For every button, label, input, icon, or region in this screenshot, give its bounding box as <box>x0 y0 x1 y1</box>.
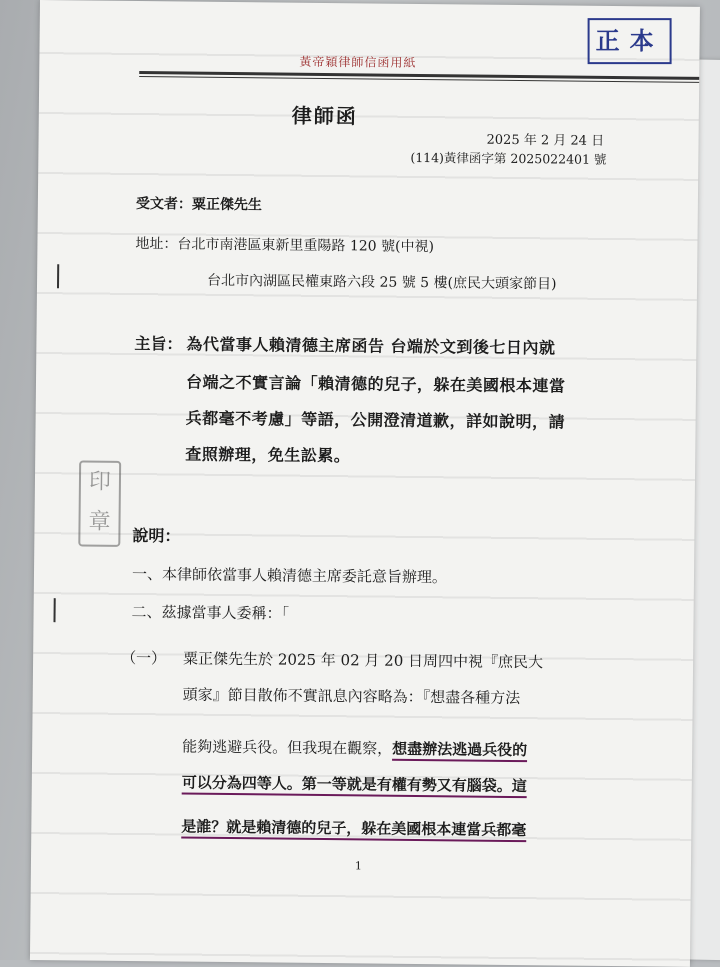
explanation-item-1: 一、本律師依當事人賴清德主席委託意旨辦理。 <box>131 564 448 587</box>
sub-item-number: （一） <box>121 648 167 668</box>
letterhead: 黃帝穎律師信函用紙 <box>299 54 417 70</box>
letter-page <box>30 0 700 967</box>
reference-number: (114)黃律函字第 2025022401 號 <box>410 149 607 167</box>
original-copy-stamp: 正本 <box>588 18 672 64</box>
subject-line: 為代當事人賴清德主席函告 台端於文到後七日內就 <box>186 334 556 358</box>
underlined-text: 可以分為四等人。第一等就是有權有勢又有腦袋。這 <box>182 774 527 799</box>
address-line-2: 台北市內湖區民權東路六段 25 號 5 樓(庶民大頭家節目) <box>206 272 557 293</box>
subject-line: 台端之不實言論「賴清德的兒子，躲在美國根本連當 <box>185 372 566 396</box>
margin-mark <box>53 598 55 622</box>
paragraph-line: 粟正傑先生於 2025 年 02 月 20 日周四中視『庶民大 <box>183 649 544 672</box>
document-title: 律師函 <box>291 103 358 129</box>
seal-stamp: 印 章 <box>78 460 121 546</box>
subject-line: 查照辦理，免生訟累。 <box>185 444 351 466</box>
paragraph-line <box>182 736 527 761</box>
explanation-label: 說明： <box>132 525 181 546</box>
subject-label: 主旨： <box>134 334 183 354</box>
address-label: 地址： <box>135 236 178 253</box>
explanation-item-2: 二、茲據當事人委稱：「 <box>131 602 290 623</box>
address-line-1: 台北市南港區東新里重陽路 120 號(中視) <box>177 236 435 256</box>
letter-date: 2025 年 2 月 24 日 <box>486 132 605 149</box>
subject-line: 兵都毫不考慮」等語，公開澄清道歉，詳如說明，請 <box>185 408 566 432</box>
paragraph-line <box>181 816 526 841</box>
paragraph-line: 頭家』節目散佈不實訊息內容略為：『想盡各種方法 <box>182 685 521 708</box>
paragraph-line <box>182 772 527 797</box>
margin-mark <box>57 264 59 288</box>
underlined-text: 是誰？就是賴清德的兒子，躲在美國根本連當兵都毫 <box>181 818 526 843</box>
underlined-text: 想盡辦法逃過兵役的 <box>392 740 527 762</box>
page-number: 1 <box>354 859 363 873</box>
recipient: 受文者：粟正傑先生 <box>135 196 262 214</box>
paragraph-text: 能夠逃避兵役。但我現在觀察， <box>182 737 393 758</box>
